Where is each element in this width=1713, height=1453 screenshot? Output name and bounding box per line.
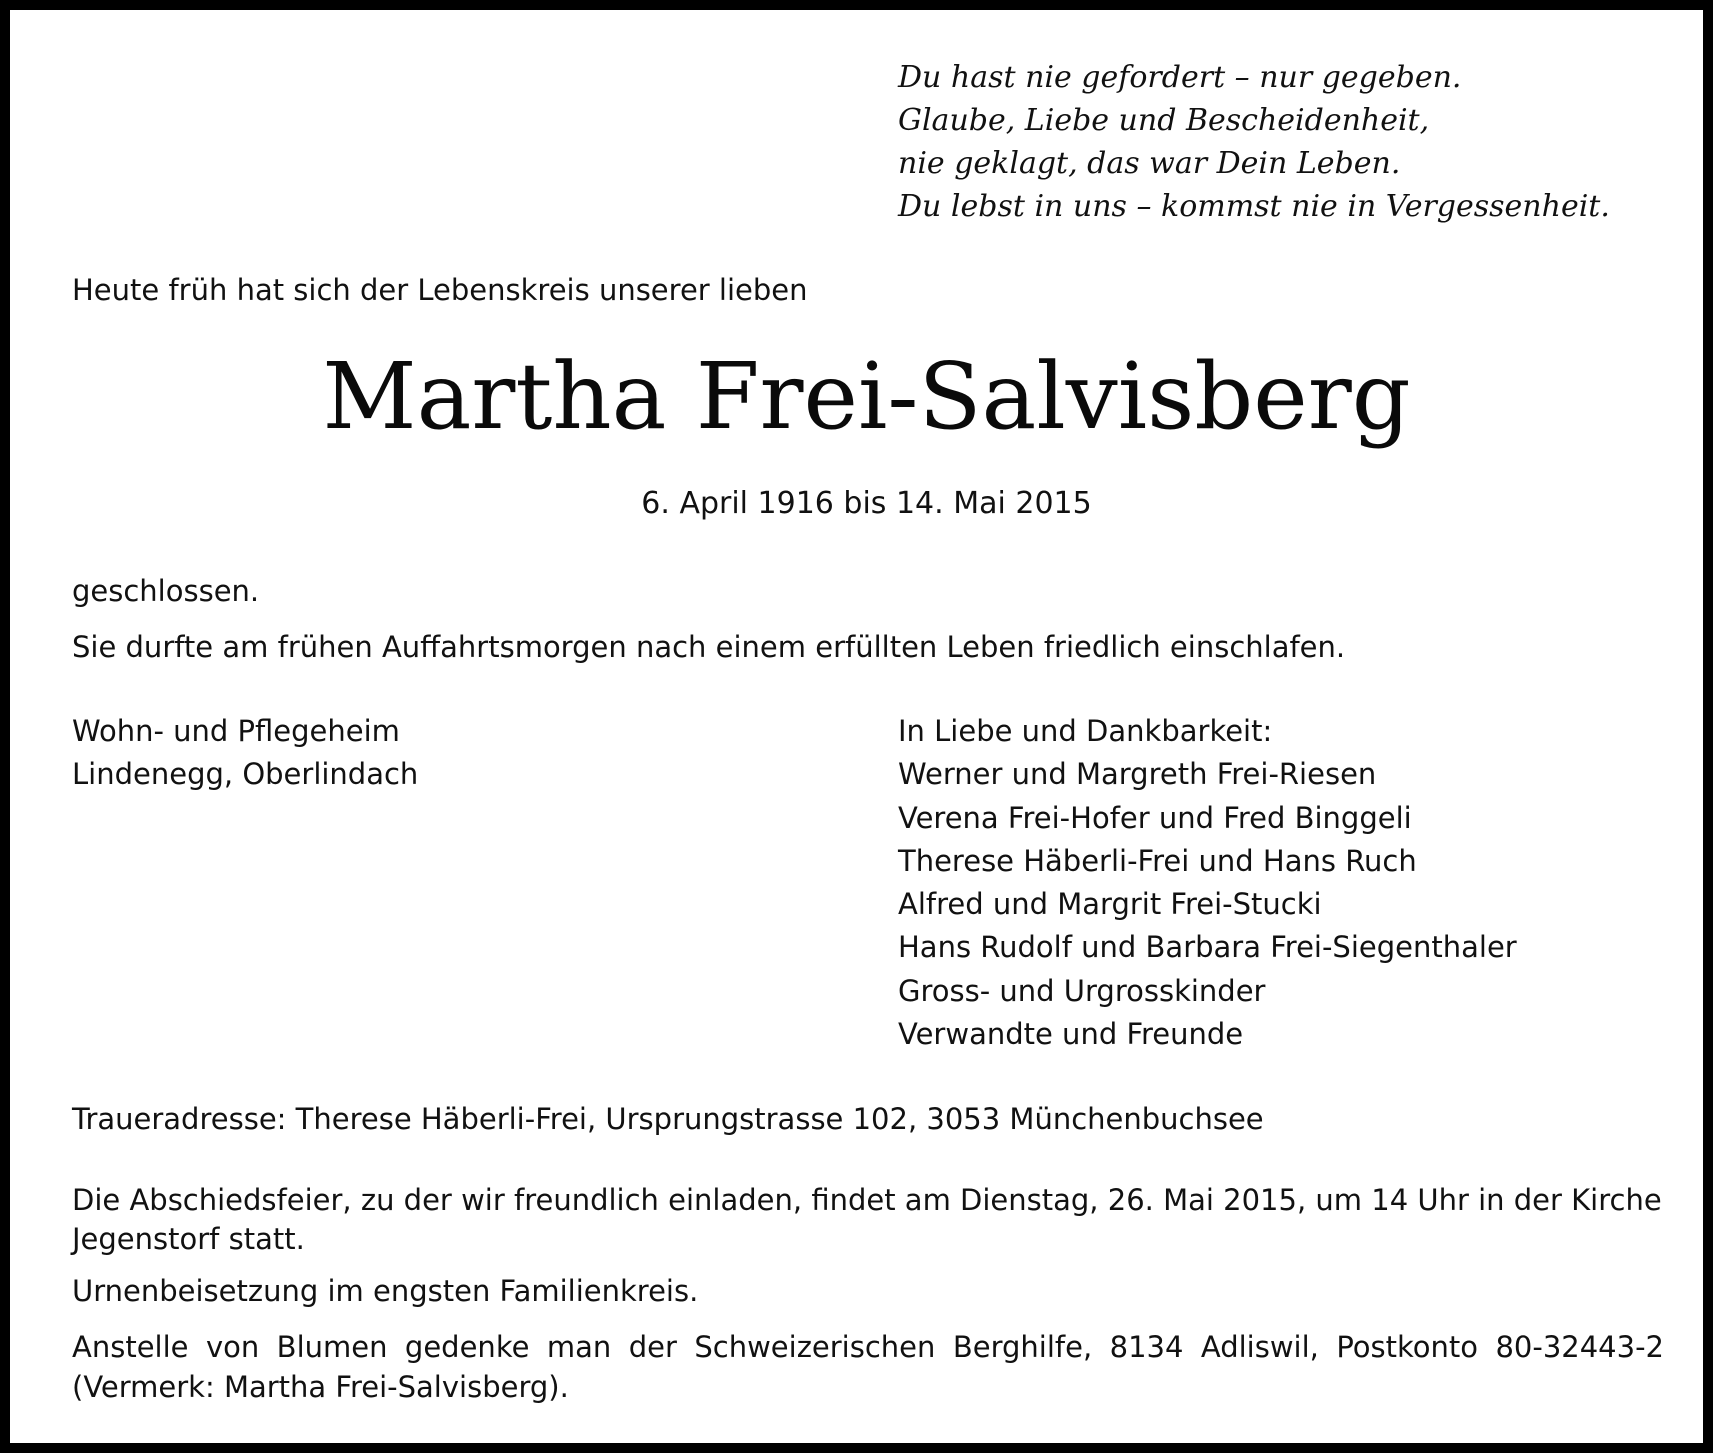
donation-text: Anstelle von Blumen gedenke man der Schweizerischen Berghilfe, 8134 Adliswil, Postkonto 80-32443-2 (Vermerk: Martha Frei-Salvisberg).: [72, 1330, 1664, 1404]
mourner-name: Verwandte und Freunde: [898, 1017, 1244, 1052]
life-dates: 6. April 1916 bis 14. Mai 2015: [641, 486, 1092, 521]
passing-text: Sie durfte am frühen Auffahrtsmorgen nach einem erfüllten Leben friedlich einschlafen.: [72, 630, 1346, 664]
mourner-name: Therese Häberli-Frei und Hans Ruch: [898, 843, 1417, 878]
urn-burial-text: Urnenbeisetzung im engsten Familienkreis.: [72, 1274, 699, 1308]
intro-text: Heute früh hat sich der Lebenskreis unserer lieben: [72, 273, 808, 307]
mourners-heading: In Liebe und Dankbarkeit:: [898, 714, 1273, 748]
farewell-ceremony-text: Die Abschiedsfeier, zu der wir freundlich einladen, findet am Dienstag, 26. Mai 2015, um 14 Uhr in der Kirche Jegenstorf statt.: [72, 1183, 1662, 1256]
deceased-name: Martha Frei-Salvisberg: [322, 343, 1411, 450]
location-line: Wohn- und Pflegeheim: [72, 714, 400, 748]
memorial-poem: [898, 56, 1610, 228]
poem-line: Glaube, Liebe und Bescheidenheit,: [898, 103, 1430, 138]
poem-line: Du lebst in uns – kommst nie in Vergessenheit.: [898, 189, 1610, 224]
care-home-location: [72, 710, 418, 796]
mourner-name: Hans Rudolf und Barbara Frei-Siegenthaler: [898, 930, 1517, 965]
location-line: Lindenegg, Oberlindach: [72, 757, 419, 791]
mourners-list: [898, 710, 1517, 1056]
mourning-address: Traueradresse: Therese Häberli-Frei, Ursprungstrasse 102, 3053 Münchenbuchsee: [72, 1102, 1264, 1136]
mourner-name: Verena Frei-Hofer und Fred Binggeli: [898, 800, 1412, 835]
poem-line: nie geklagt, das war Dein Leben.: [898, 146, 1401, 181]
mourner-name: Gross- und Urgrosskinder: [898, 973, 1266, 1008]
closing-text: geschlossen.: [72, 574, 260, 608]
mourner-name: Werner und Margreth Frei-Riesen: [898, 757, 1377, 792]
mourner-name: Alfred und Margrit Frei-Stucki: [898, 887, 1322, 922]
poem-line: Du hast nie gefordert – nur gegeben.: [898, 60, 1462, 95]
